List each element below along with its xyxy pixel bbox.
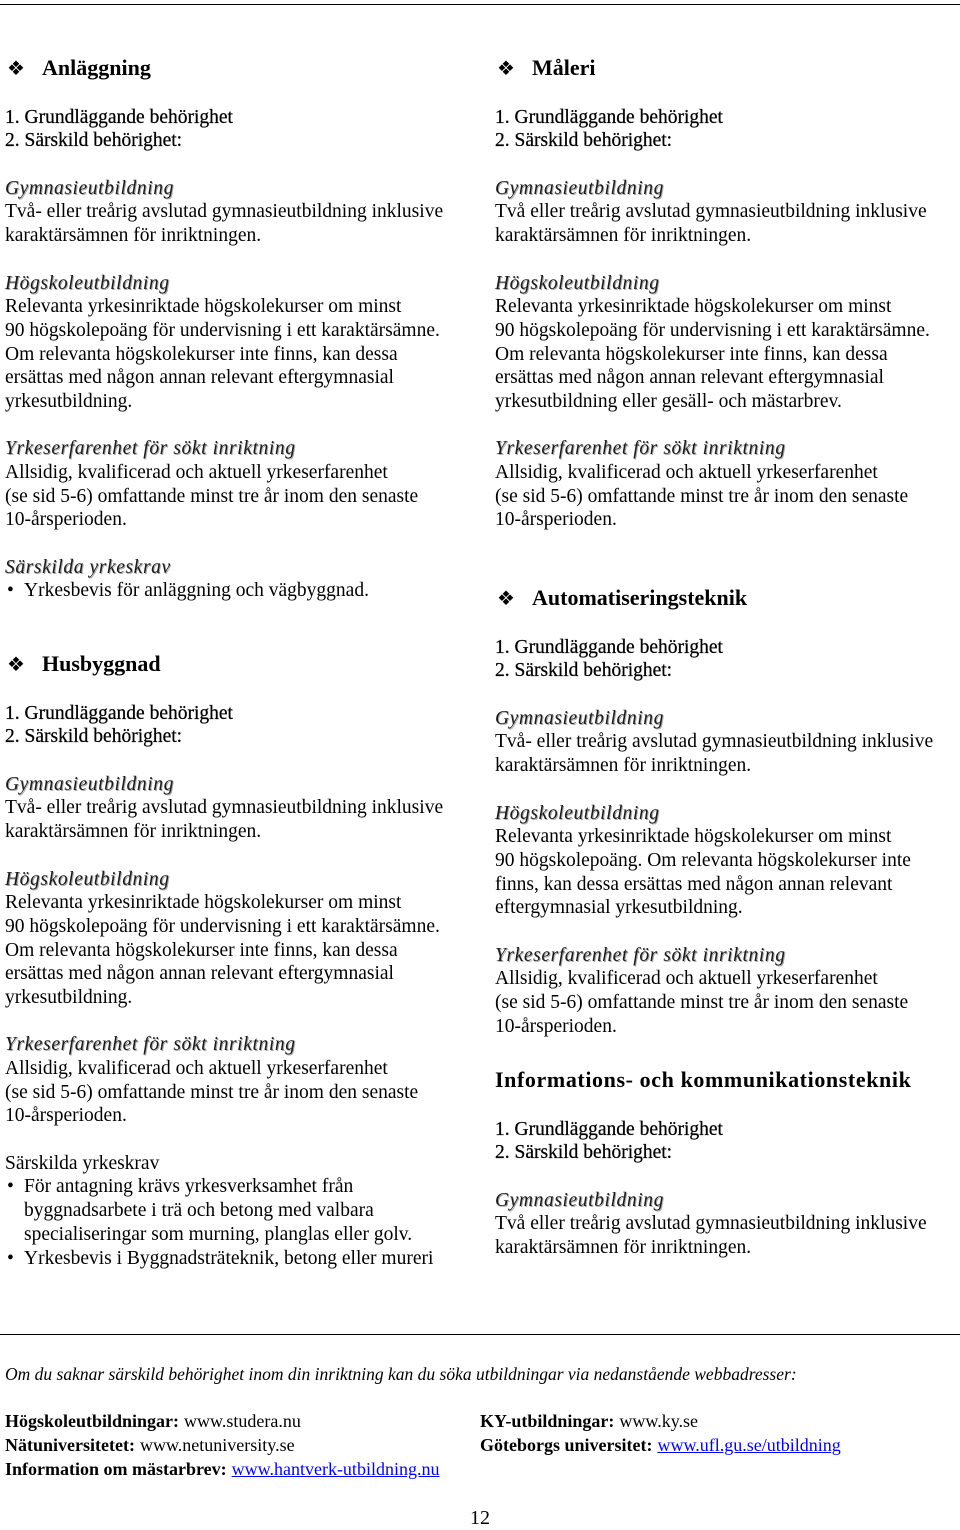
text-line: ersättas med någon annan relevant eftergymnasial: [5, 367, 394, 389]
bullet-icon: •: [7, 1247, 14, 1269]
resource-label: Högskoleutbildningar:: [5, 1411, 180, 1431]
work-experience-block: [5, 437, 470, 532]
work-experience-heading: Yrkeserfarenhet för sökt inriktning: [495, 438, 786, 460]
resource-label: Information om mästarbrev:: [5, 1459, 227, 1479]
text-line: 10-årsperioden.: [495, 509, 617, 531]
resource-url: www.studera.nu: [184, 1411, 301, 1431]
section-title: Informations- och kommunikationsteknik: [495, 1067, 912, 1092]
section-husbyggnad: [5, 649, 470, 1270]
resource-label: Göteborgs universitet:: [480, 1435, 653, 1455]
requirements-list: [5, 579, 470, 603]
text-line: karaktärsämnen för inriktningen.: [495, 755, 752, 777]
special-requirements-heading: Särskilda yrkeskrav: [5, 556, 171, 578]
bullet-icon: •: [7, 1176, 14, 1198]
text-line: Två- eller treårig avslutad gymnasieutbildning inklusive: [5, 201, 444, 223]
basic-eligibility: 1. Grundläggande behörighet: [495, 636, 723, 658]
text-line: Två- eller treårig avslutad gymnasieutbildning inklusive: [5, 797, 444, 819]
upper-secondary-heading: Gymnasieutbildning: [495, 1189, 664, 1211]
text-line: ersättas med någon annan relevant eftergymnasial: [5, 963, 394, 985]
text-line: 10-årsperioden.: [5, 509, 127, 531]
text-line: Allsidig, kvalificerad och aktuell yrkeserfarenhet: [495, 462, 878, 483]
text-line: (se sid 5-6) omfattande minst tre år inom den senaste: [495, 992, 909, 1013]
text-line: yrkesutbildning.: [5, 390, 133, 412]
special-requirements-block: [5, 556, 470, 603]
special-eligibility: 2. Särskild behörighet:: [495, 660, 673, 682]
higher-education-heading: Högskoleutbildning: [5, 868, 170, 890]
text-line: yrkesutbildning eller gesäll- och mästarbrev.: [495, 390, 842, 412]
upper-secondary-block: [495, 707, 960, 778]
list-item-text: För antagning krävs yrkesverksamhet från: [24, 1176, 354, 1198]
text-line: eftergymnasial yrkesutbildning.: [495, 897, 743, 919]
text-line: (se sid 5-6) omfattande minst tre år inom den senaste: [495, 485, 909, 507]
higher-education-heading: Högskoleutbildning: [495, 272, 660, 294]
upper-secondary-heading: Gymnasieutbildning: [495, 177, 664, 199]
work-experience-block: [5, 1033, 470, 1128]
text-line: 90 högskolepoäng för undervisning i ett karaktärsämne.: [495, 319, 930, 341]
requirements-list: [5, 1175, 470, 1270]
special-eligibility: 2. Särskild behörighet:: [5, 726, 183, 748]
higher-education-heading: Högskoleutbildning: [5, 272, 170, 294]
text-line: karaktärsämnen för inriktningen.: [495, 1237, 752, 1259]
upper-secondary-block: [5, 773, 470, 844]
page-number: 12: [470, 1507, 490, 1529]
higher-education-block: [5, 868, 470, 1010]
section-title: [495, 53, 960, 83]
diamond-bullet-icon: ❖: [497, 56, 515, 80]
resource-link[interactable]: www.ufl.gu.se/utbildning: [657, 1435, 841, 1455]
text-line: Om relevanta högskolekurser inte finns, kan dessa: [495, 343, 888, 365]
resource-hogskoleutbildningar: [5, 1409, 480, 1433]
text-line: 90 högskolepoäng för undervisning i ett karaktärsämne.: [5, 319, 440, 341]
basic-eligibility: 1. Grundläggande behörighet: [495, 106, 723, 128]
text-line: Relevanta yrkesinriktade högskolekurser om minst: [5, 296, 402, 318]
resource-ky-utbildningar: [480, 1409, 955, 1433]
special-eligibility: 2. Särskild behörighet:: [495, 130, 673, 152]
resource-row: [5, 1433, 955, 1457]
text-line: finns, kan dessa ersättas med någon annan relevant: [495, 873, 893, 895]
section-title: [495, 583, 960, 613]
resource-label: Nätuniversitetet:: [5, 1435, 135, 1455]
resource-label: KY-utbildningar:: [480, 1411, 615, 1431]
section-title-text: Anläggning: [42, 55, 151, 80]
text-line: karaktärsämnen för inriktningen.: [495, 225, 752, 247]
upper-secondary-heading: Gymnasieutbildning: [5, 773, 174, 795]
text-line: Relevanta yrkesinriktade högskolekurser om minst: [5, 892, 402, 914]
text-line: Två eller treårig avslutad gymnasieutbildning inklusive: [495, 1213, 927, 1235]
basic-eligibility: 1. Grundläggande behörighet: [5, 106, 233, 128]
work-experience-heading: Yrkeserfarenhet för sökt inriktning: [5, 438, 296, 460]
higher-education-block: [5, 272, 470, 414]
section-anlaggning: [5, 53, 470, 603]
footer: [5, 1362, 955, 1481]
resource-url: www.netuniversity.se: [139, 1435, 295, 1455]
list-item-text: specialiseringar som murning, planglas eller golv.: [24, 1223, 413, 1245]
footer-note: Om du saknar särskild behörighet inom din inriktning kan du söka utbildningar via nedanstående webbadresser:: [5, 1364, 797, 1384]
list-item-text: Yrkesbevis för anläggning och vägbyggnad.: [24, 580, 369, 602]
text-line: karaktärsämnen för inriktningen.: [5, 821, 262, 843]
text-line: (se sid 5-6) omfattande minst tre år inom den senaste: [5, 1081, 419, 1103]
diamond-bullet-icon: ❖: [7, 652, 25, 676]
list-item: [5, 579, 470, 603]
higher-education-block: [495, 272, 960, 414]
list-item: [5, 1175, 470, 1246]
upper-secondary-block: [495, 1189, 960, 1260]
resource-goteborgs-universitet: [480, 1433, 955, 1457]
special-requirements-block: [5, 1152, 470, 1270]
text-line: 90 högskolepoäng. Om relevanta högskolekurser inte: [495, 849, 911, 871]
resource-link[interactable]: www.hantverk-utbildning.nu: [231, 1459, 440, 1479]
text-line: Relevanta yrkesinriktade högskolekurser om minst: [495, 296, 892, 318]
work-experience-heading: Yrkeserfarenhet för sökt inriktning: [5, 1034, 296, 1056]
resource-url: www.ky.se: [619, 1411, 699, 1431]
upper-secondary-heading: Gymnasieutbildning: [495, 707, 664, 729]
upper-secondary-heading: Gymnasieutbildning: [5, 177, 174, 199]
text-line: Om relevanta högskolekurser inte finns, kan dessa: [5, 343, 398, 365]
text-line: ersättas med någon annan relevant eftergymnasial: [495, 367, 884, 389]
bullet-icon: •: [7, 580, 14, 602]
special-requirements-heading: Särskilda yrkeskrav: [5, 1152, 160, 1174]
list-item: [5, 1247, 470, 1271]
special-eligibility: 2. Särskild behörighet:: [495, 1142, 673, 1164]
section-maleri: [495, 53, 960, 532]
higher-education-heading: Högskoleutbildning: [495, 802, 660, 824]
section-title-text: Måleri: [532, 55, 596, 80]
text-line: (se sid 5-6) omfattande minst tre år inom den senaste: [5, 485, 419, 507]
resource-row: [5, 1457, 955, 1481]
diamond-bullet-icon: ❖: [497, 586, 515, 610]
text-line: Två eller treårig avslutad gymnasieutbildning inklusive: [495, 201, 927, 223]
special-eligibility: 2. Särskild behörighet:: [5, 130, 183, 152]
section-title-text: Automatiseringsteknik: [532, 585, 748, 610]
text-line: 10-årsperioden.: [495, 1015, 617, 1037]
text-line: karaktärsämnen för inriktningen.: [5, 225, 262, 247]
text-line: Allsidig, kvalificerad och aktuell yrkeserfarenhet: [5, 462, 388, 483]
text-line: Allsidig, kvalificerad och aktuell yrkeserfarenhet: [5, 1058, 388, 1079]
work-experience-block: [495, 944, 960, 1039]
resource-mastarbrev: [5, 1457, 439, 1481]
diamond-bullet-icon: ❖: [7, 56, 25, 80]
footer-rule: [0, 1334, 960, 1335]
section-title: [5, 53, 470, 83]
basic-eligibility: 1. Grundläggande behörighet: [495, 1118, 723, 1140]
list-item-text: Yrkesbevis i Byggnadsträteknik, betong eller mureri: [24, 1247, 434, 1269]
text-line: Två- eller treårig avslutad gymnasieutbildning inklusive: [495, 731, 934, 753]
work-experience-heading: Yrkeserfarenhet för sökt inriktning: [495, 944, 786, 966]
section-title-text: Husbyggnad: [42, 651, 161, 676]
section-automatiseringsteknik: [495, 583, 960, 1038]
text-line: Relevanta yrkesinriktade högskolekurser om minst: [495, 826, 892, 848]
text-line: Allsidig, kvalificerad och aktuell yrkeserfarenhet: [495, 968, 878, 990]
resource-row: [5, 1409, 955, 1433]
higher-education-block: [495, 802, 960, 920]
text-line: 10-årsperioden.: [5, 1105, 127, 1127]
list-item-text: byggnadsarbete i trä och betong med valbara: [24, 1200, 374, 1222]
upper-secondary-block: [495, 177, 960, 248]
resource-links: [5, 1409, 955, 1481]
upper-secondary-block: [5, 177, 470, 248]
work-experience-block: [495, 437, 960, 532]
text-line: 90 högskolepoäng för undervisning i ett karaktärsämne.: [5, 915, 440, 937]
text-line: Om relevanta högskolekurser inte finns, kan dessa: [5, 939, 398, 961]
top-rule: [0, 4, 960, 5]
section-ikt: [495, 1065, 960, 1260]
section-title: [5, 649, 470, 679]
resource-natuniversitetet: [5, 1433, 480, 1457]
text-line: yrkesutbildning.: [5, 986, 133, 1008]
basic-eligibility: 1. Grundläggande behörighet: [5, 702, 233, 724]
